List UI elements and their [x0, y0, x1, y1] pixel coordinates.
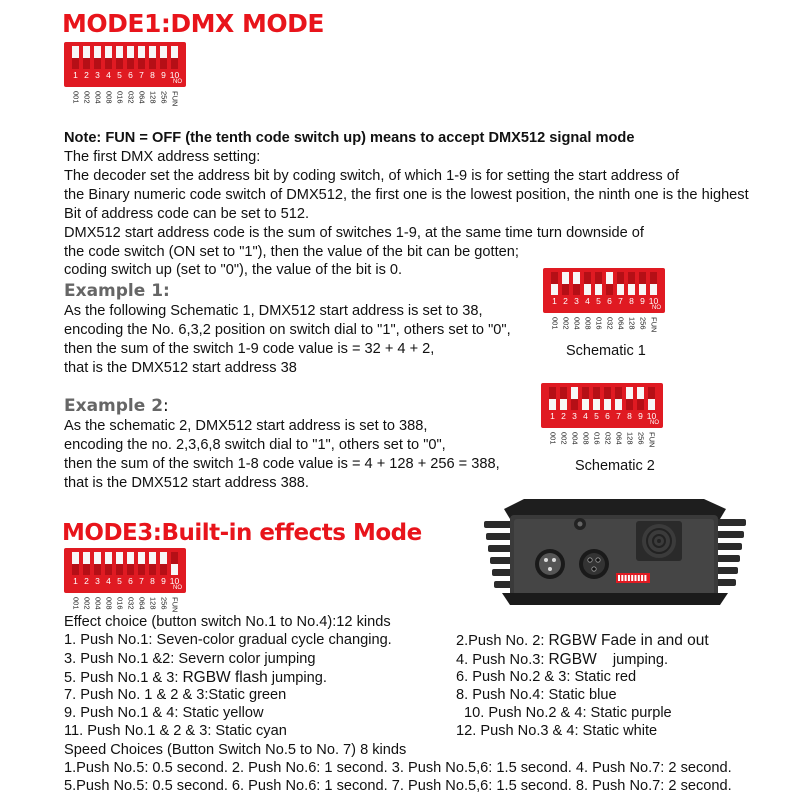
dip-number-label: 6: [128, 70, 133, 81]
dip-value-label: 256: [159, 91, 169, 104]
dip-toggle-knob: [171, 552, 177, 564]
effect-item: 9. Push No.1 & 4: Static yellow: [64, 705, 264, 721]
dip-value-label: 128: [625, 432, 635, 445]
dip-toggle-knob: [639, 272, 645, 284]
dip-toggle-knob: [650, 272, 656, 284]
dip-number-label: 8: [150, 576, 155, 587]
effect-item: 11. Push No.1 & 2 & 3: Static cyan: [64, 723, 287, 739]
dip-on-label: NO: [650, 420, 659, 426]
dip-number-label: 5: [594, 411, 599, 422]
example2-heading: Example 2:: [64, 396, 169, 416]
effect-item: 10. Push No.2 & 4: Static purple: [464, 705, 672, 721]
dip-toggle-knob: [171, 58, 177, 70]
note-bold-line: Note: FUN = OFF (the tenth code switch up) means to accept DMX512 signal mode: [64, 130, 635, 146]
dip-value-label: 032: [605, 317, 615, 330]
dip-number-label: 3: [572, 411, 577, 422]
dip-toggle-knob: [127, 564, 133, 576]
speed-line: 1.Push No.5: 0.5 second. 2. Push No.6: 1 second. 3. Push No.5,6: 1.5 second. 4. Push No.7: 2 second.: [64, 760, 732, 776]
example1-line: As the following Schematic 1, DMX512 start address is set to 38,: [64, 303, 483, 319]
dip-toggle-knob: [149, 564, 155, 576]
dip-toggle-knob: [83, 58, 89, 70]
dip-value-label: 008: [104, 597, 114, 610]
dip-value-label: FUN: [170, 91, 180, 107]
dip-toggle-knob: [160, 564, 166, 576]
dip-number-label: 7: [139, 576, 144, 587]
dip-value-label: 064: [137, 91, 147, 104]
dip-toggle-knob: [615, 387, 621, 399]
effect-heading: Effect choice (button switch No.1 to No.4):12 kinds: [64, 614, 391, 630]
dip-toggle-knob: [573, 284, 579, 296]
dip-toggle-knob: [648, 387, 654, 399]
effect-item: 12. Push No.3 & 4: Static white: [456, 723, 658, 739]
dip-number-label: 5: [117, 576, 122, 587]
dip-number-label: 10: [169, 70, 180, 81]
effect-item: 4. Push No.3: RGBW jumping.: [456, 651, 669, 668]
dip-toggle-knob: [582, 387, 588, 399]
dip-value-label: 008: [104, 91, 114, 104]
speed-line: 5.Push No.5: 0.5 second. 6. Push No.6: 1 second. 7. Push No.5,6: 1.5 second. 8. Push No.7: 2 second.: [64, 778, 732, 794]
dip-number-label: 1: [73, 576, 78, 587]
dip-number-label: 2: [563, 296, 568, 307]
dip-toggle-knob: [72, 564, 78, 576]
dip-number-label: 8: [629, 296, 634, 307]
dip-toggle-knob: [116, 564, 122, 576]
dip-number-label: 1: [73, 70, 78, 81]
dip-value-label: 002: [561, 317, 571, 330]
mode1-title: MODE1:DMX MODE: [62, 9, 324, 38]
dip-switch-body: [541, 383, 663, 428]
effect-item: 3. Push No.1 &2: Severn color jumping: [64, 651, 316, 667]
dip-value-label: 064: [616, 317, 626, 330]
dip-value-label: 128: [148, 91, 158, 104]
dip-value-label: 032: [126, 597, 136, 610]
dip-number-label: 9: [638, 411, 643, 422]
dip-value-label: 008: [581, 432, 591, 445]
dip-value-label: 002: [82, 91, 92, 104]
schematic2-caption: Schematic 2: [575, 458, 655, 474]
dip-toggle-knob: [149, 58, 155, 70]
example1-line: then the sum of the switch 1-9 code value is = 32 + 4 + 2,: [64, 341, 435, 357]
dip-value-label: 001: [71, 597, 81, 610]
dip-number-label: 2: [84, 576, 89, 587]
dip-toggle-knob: [138, 564, 144, 576]
dip-toggle-knob: [551, 272, 557, 284]
dip-toggle-knob: [617, 272, 623, 284]
effect-item: 8. Push No.4: Static blue: [456, 687, 617, 703]
dip-toggle-knob: [595, 272, 601, 284]
example2-line: encoding the no. 2,3,6,8 switch dial to "1", others set to "0",: [64, 437, 446, 453]
dip-number-label: 1: [552, 296, 557, 307]
dip-number-label: 5: [596, 296, 601, 307]
dip-toggle-knob: [571, 399, 577, 411]
note-line: The first DMX address setting:: [64, 149, 261, 165]
dip-toggle-knob: [105, 58, 111, 70]
dip-toggle-knob: [562, 284, 568, 296]
example1-heading: Example 1:: [64, 281, 170, 301]
dip-number-label: 6: [128, 576, 133, 587]
dip-number-label: 3: [574, 296, 579, 307]
example2-line: then the sum of the switch 1-8 code value is = 4 + 128 + 256 = 388,: [64, 456, 500, 472]
dip-number-label: 6: [607, 296, 612, 307]
dip-toggle-knob: [593, 387, 599, 399]
dip-value-label: 016: [592, 432, 602, 445]
dip-on-label: NO: [173, 585, 182, 591]
dip-number-label: 4: [583, 411, 588, 422]
dip-switch-body: [64, 42, 186, 87]
effect-item: 1. Push No.1: Seven-color gradual cycle changing.: [64, 632, 392, 648]
dip-value-label: 128: [148, 597, 158, 610]
dip-value-label: 008: [583, 317, 593, 330]
dip-number-label: 9: [640, 296, 645, 307]
dip-value-label: 256: [638, 317, 648, 330]
dip-number-label: 7: [618, 296, 623, 307]
dip-toggle-knob: [105, 564, 111, 576]
dip-value-label: 256: [159, 597, 169, 610]
dip-toggle-knob: [584, 272, 590, 284]
dip-value-label: FUN: [170, 597, 180, 613]
dip-toggle-knob: [637, 399, 643, 411]
dip-number-label: 3: [95, 70, 100, 81]
example1-line: encoding the No. 6,3,2 position on switch dial to "1", others set to "0",: [64, 322, 511, 338]
schematic1-caption: Schematic 1: [566, 343, 646, 359]
dip-number-label: 6: [605, 411, 610, 422]
note-line: DMX512 start address code is the sum of switches 1-9, at the same time turn downside of: [64, 225, 644, 241]
note-line: Bit of address code can be set to 512.: [64, 206, 310, 222]
dip-toggle-knob: [549, 387, 555, 399]
dip-toggle-knob: [628, 272, 634, 284]
example2-line: As the schematic 2, DMX512 start address is set to 388,: [64, 418, 428, 434]
dip-value-label: 032: [126, 91, 136, 104]
dip-value-label: 004: [572, 317, 582, 330]
dip-toggle-knob: [94, 564, 100, 576]
dip-toggle-knob: [604, 387, 610, 399]
dip-number-label: 2: [84, 70, 89, 81]
dip-value-label: 064: [137, 597, 147, 610]
example2-line: that is the DMX512 start address 388.: [64, 475, 309, 491]
dip-number-label: 4: [585, 296, 590, 307]
note-line: the code switch (ON set to "1"), then the value of the bit can be gotten;: [64, 244, 519, 260]
dip-value-label: 032: [603, 432, 613, 445]
dip-number-label: 10: [169, 576, 180, 587]
dip-toggle-knob: [127, 58, 133, 70]
dip-value-label: 128: [627, 317, 637, 330]
dip-value-label: 001: [71, 91, 81, 104]
dip-toggle-knob: [606, 284, 612, 296]
dip-value-label: 001: [548, 432, 558, 445]
effect-item: 6. Push No.2 & 3: Static red: [456, 669, 637, 685]
dip-number-label: 4: [106, 576, 111, 587]
speed-heading: Speed Choices (Button Switch No.5 to No. 7) 8 kinds: [64, 742, 407, 758]
dip-toggle-knob: [160, 58, 166, 70]
dip-number-label: 10: [648, 296, 659, 307]
dip-value-label: 256: [636, 432, 646, 445]
dip-value-label: 002: [82, 597, 92, 610]
dip-value-label: 002: [559, 432, 569, 445]
dip-switch-body: [543, 268, 665, 313]
dip-value-label: 001: [550, 317, 560, 330]
dip-toggle-knob: [560, 387, 566, 399]
effect-item: 2.Push No. 2: RGBW Fade in and out: [456, 632, 709, 649]
effect-item: 5. Push No.1 & 3: RGBW flash jumping.: [64, 669, 327, 686]
dip-number-label: 9: [161, 576, 166, 587]
dip-number-label: 8: [150, 70, 155, 81]
dip-number-label: 8: [627, 411, 632, 422]
dip-toggle-knob: [83, 564, 89, 576]
dip-value-label: 004: [570, 432, 580, 445]
dip-number-label: 3: [95, 576, 100, 587]
dip-toggle-knob: [72, 58, 78, 70]
dip-toggle-knob: [138, 58, 144, 70]
dip-value-label: 004: [93, 597, 103, 610]
dip-number-label: 4: [106, 70, 111, 81]
dip-number-label: 2: [561, 411, 566, 422]
mode3-title: MODE3:Built-in effects Mode: [62, 520, 422, 546]
dip-switch-body: [64, 548, 186, 593]
dip-number-label: 7: [616, 411, 621, 422]
dip-on-label: NO: [173, 79, 182, 85]
dip-toggle-knob: [116, 58, 122, 70]
note-line: the Binary numeric code switch of DMX512, the first one is the lowest position, the ninth one is the highest: [64, 187, 749, 203]
dip-number-label: 5: [117, 70, 122, 81]
dip-toggle-knob: [626, 399, 632, 411]
dip-value-label: 016: [115, 597, 125, 610]
dip-toggle-knob: [94, 58, 100, 70]
note-line: The decoder set the address bit by coding switch, of which 1-9 is for setting the start address of: [64, 168, 679, 184]
effect-item: 7. Push No. 1 & 2 & 3:Static green: [64, 687, 287, 703]
dip-value-label: 004: [93, 91, 103, 104]
dip-number-label: 10: [646, 411, 657, 422]
example1-line: that is the DMX512 start address 38: [64, 360, 297, 376]
dip-on-label: NO: [652, 305, 661, 311]
dip-number-label: 1: [550, 411, 555, 422]
dip-value-label: FUN: [647, 432, 657, 448]
dip-value-label: 016: [115, 91, 125, 104]
dip-value-label: 064: [614, 432, 624, 445]
dip-value-label: FUN: [649, 317, 659, 333]
dip-value-label: 016: [594, 317, 604, 330]
dip-number-label: 7: [139, 70, 144, 81]
dip-number-label: 9: [161, 70, 166, 81]
dmx-decoder-device-image: [484, 497, 746, 607]
note-line: coding switch up (set to "0"), the value of the bit is 0.: [64, 262, 403, 278]
